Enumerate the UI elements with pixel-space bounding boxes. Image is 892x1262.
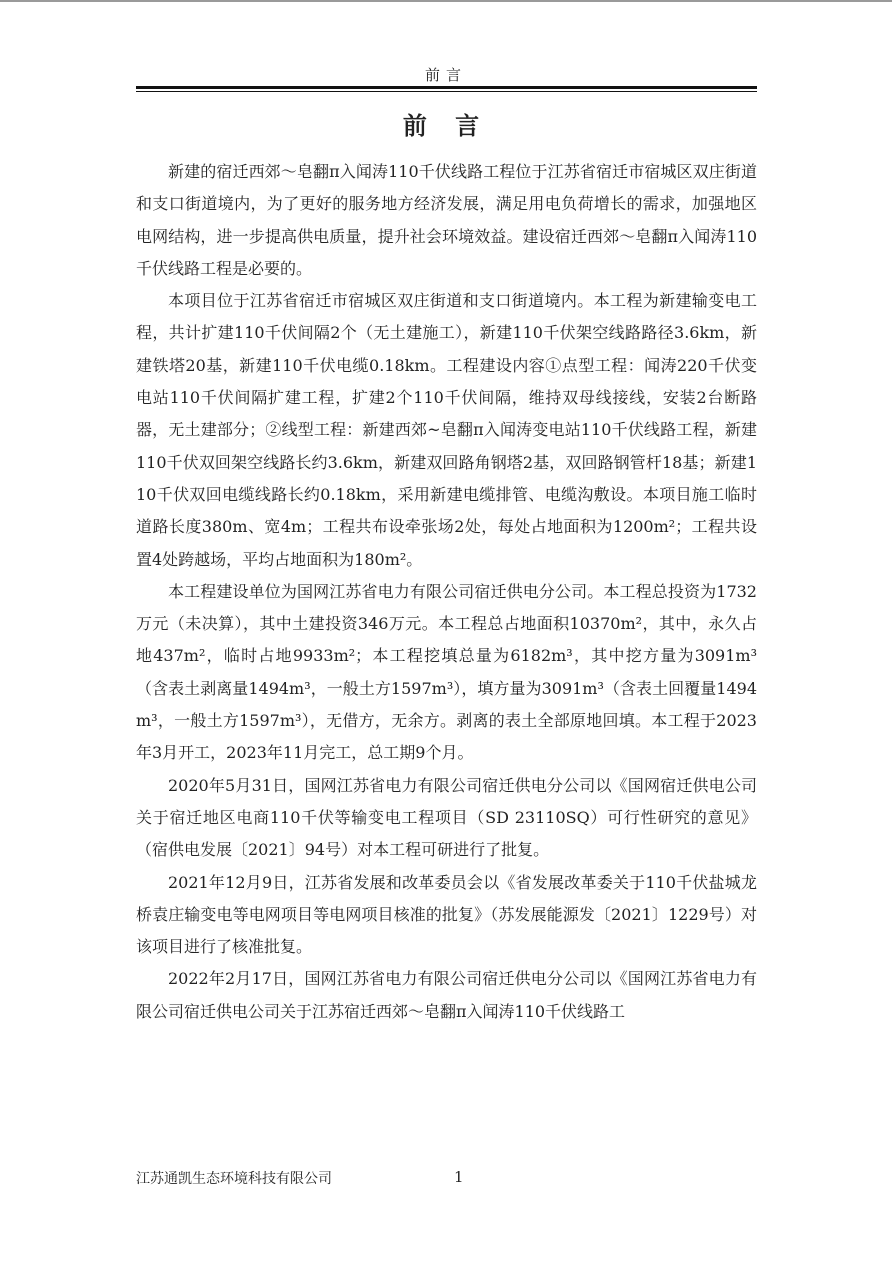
paragraph-investment-land: 本工程建设单位为国网江苏省电力有限公司宿迁供电分公司。本工程总投资为1732万元（未决算），其中土建投资346万元。本工程总占地面积10370m²，其中，永久占地437m²，临时占地9933m²；本工程挖填总量为6182m³，其中挖方量为3091m³（含表土剥离量1494m³，一般土方1597m³），填方量为3091m³（含表土回覆量1494m³，一般土方1597m³），无借方，无余方。剥离的表土全部原地回填。本工程于2023年3月开工，2023年11月完工，总工期9个月。 xyxy=(136,581,757,763)
paragraph-ndrc-approval: 2021年12月9日，江苏省发展和改革委员会以《省发展改革委关于110千伏盐城龙桥袁庄输变电等电网项目等电网项目核准的批复》（苏发展能源发〔2021〕1229号）对该项目进行了核准批复。 xyxy=(136,872,757,957)
paragraph-design-approval: 2022年2月17日，国网江苏省电力有限公司宿迁供电分公司以《国网江苏省电力有限公司宿迁供电公司关于江苏宿迁西郊～皂翻π入闻涛110千伏线路工 xyxy=(136,969,757,1021)
paragraph-project-necessity: 新建的宿迁西郊～皂翻π入闻涛110千伏线路工程位于江苏省宿迁市宿城区双庄街道和支口街道境内，为了更好的服务地方经济发展，满足用电负荷增长的需求，加强地区电网结构，进一步提高供电质量，提升社会环境效益。建设宿迁西郊～皂翻π入闻涛110千伏线路工程是必要的。 xyxy=(136,162,757,278)
footer-company: 江苏通凯生态环境科技有限公司 xyxy=(136,1171,332,1187)
header-rule-thick xyxy=(136,86,757,89)
running-header: 前言 xyxy=(424,66,467,84)
top-border-line xyxy=(0,0,892,2)
paragraph-project-scope: 本项目位于江苏省宿迁市宿城区双庄街道和支口街道境内。本工程为新建输变电工程，共计扩建110千伏间隔2个（无土建施工），新建110千伏架空线路路径3.6km，新建铁塔20基，新建110千伏电缆0.18km。工程建设内容①点型工程：闻涛220千伏变电站110千伏间隔扩建工程，扩建2个110千伏间隔，维持双母线接线，安装2台断路器，无土建部分；②线型工程：新建西郊~皂翻π入闻涛变电站110千伏线路工程，新建110千伏双回架空线路长约3.6km，新建双回路角钢塔2基，双回路钢管杆18基；新建110千伏双回电缆线路长约0.18km，采用新建电缆排管、电缆沟敷设。本项目施工临时道路长度380m、宽4m；工程共布设牵张场2处，每处占地面积为1200m²；工程共设置4处跨越场，平均占地面积为180m²。 xyxy=(136,291,757,569)
document-body xyxy=(136,156,757,1136)
page-number: 1 xyxy=(454,1168,464,1186)
header-rule-thin xyxy=(136,91,757,92)
paragraph-feasibility-approval: 2020年5月31日，国网江苏省电力有限公司宿迁供电分公司以《国网宿迁供电公司关于宿迁地区电商110千伏等输变电工程项目（SD 23110SQ）可行性研究的意见》（宿供电发展〔2021〕94号）对本工程可研进行了批复。 xyxy=(136,775,757,860)
page-title: 前 言 xyxy=(402,111,490,140)
